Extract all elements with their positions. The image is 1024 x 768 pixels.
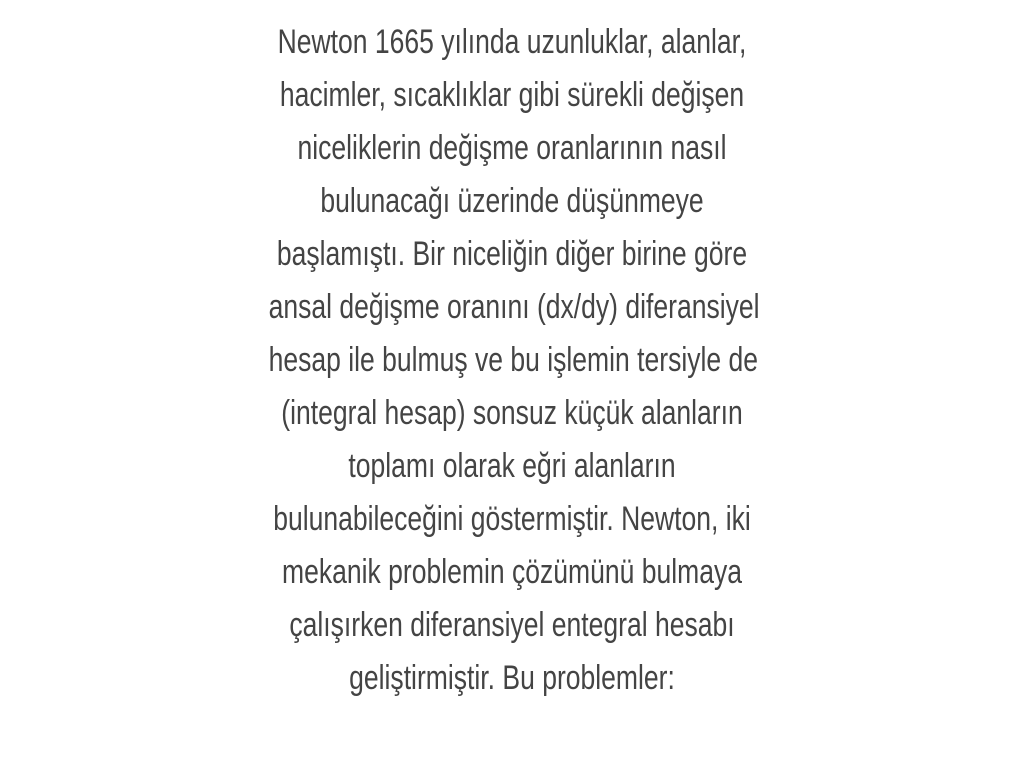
paragraph-line: başlamıştı. Bir niceliğin diğer birine göre <box>276 235 748 273</box>
paragraph-line: toplamı olarak eğri alanların <box>348 447 676 485</box>
paragraph-line: bulunabileceğini göstermiştir. Newton, iki <box>273 500 751 538</box>
paragraph-line: hesap ile bulmuş ve bu işlemin tersiyle de <box>268 341 759 379</box>
paragraph-line: geliştirmiştir. Bu problemler: <box>349 659 675 697</box>
paragraph-line: hacimler, sıcaklıklar gibi sürekli değişen <box>279 76 745 114</box>
paragraph-line: mekanik problemin çözümünü bulmaya <box>282 553 742 591</box>
paragraph-line: (integral hesap) sonsuz küçük alanların <box>281 394 743 432</box>
paragraph-line: çalışırken diferansiyel entegral hesabı <box>289 606 735 644</box>
paragraph-line: niceliklerin değişme oranlarının nasıl <box>297 129 727 167</box>
paragraph-line: ansal değişme oranını (dx/dy) diferansiyel <box>268 288 760 326</box>
paragraph-line: Newton 1665 yılında uzunluklar, alanlar, <box>277 23 747 61</box>
paragraph-line: bulunacağı üzerinde düşünmeye <box>320 182 704 220</box>
body-paragraph <box>200 16 824 705</box>
